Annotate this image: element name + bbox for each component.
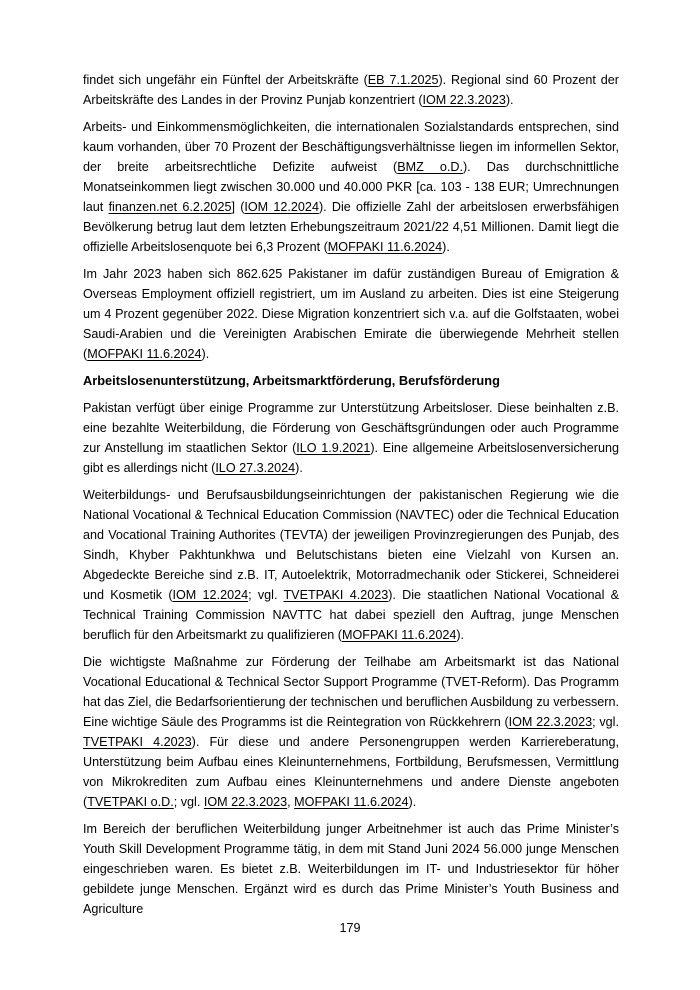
- citation-link[interactable]: MOFPAKI 11.6.2024: [342, 628, 457, 642]
- paragraph: [83, 652, 619, 812]
- text-run: ). Die staatlichen National Vocational & Technical Training Commission NAVTTC hat dabei speziell den Auftrag, junge Menschen beruflich für den Arbeitsmarkt zu qualifizieren (: [83, 588, 620, 642]
- citation-link[interactable]: MOFPAKI 11.6.2024: [87, 347, 202, 361]
- citation-link[interactable]: EB 7.1.2025: [367, 73, 439, 87]
- citation-link[interactable]: finanzen.net 6.2.2025: [108, 200, 232, 214]
- text-run: ; vgl.: [592, 715, 619, 729]
- text-run: ; vgl.: [248, 588, 284, 602]
- text-run: ; vgl.: [173, 795, 204, 809]
- citation-link[interactable]: TVETPAKI 4.2023: [83, 735, 192, 749]
- citation-link[interactable]: IOM 12.2024: [172, 588, 249, 602]
- text-run: ,: [287, 795, 295, 809]
- paragraph: [83, 117, 619, 257]
- section-heading: Arbeitslosenunterstützung, Arbeitsmarktförderung, Berufsförderung: [83, 373, 500, 388]
- text-run: Weiterbildungs- und Berufsausbildungseinrichtungen der pakistanischen Regierung wie die National Vocational & Technical Education Commission (NAVTEC) oder die Technical Education and Vocational Training Authorites (TEVTA) der jeweiligen Provinzregierungen des Punjab, des Sindh, Khyber Pakhtunkhwa und Belutschistans bieten eine Vielzahl von Kursen an. Abgedeckte Bereiche sind z.B. IT, Autoelektrik, Motorradmechanik oder Stickerei, Schneiderei und Kosmetik (: [83, 488, 619, 602]
- text-run: Die wichtigste Maßnahme zur Förderung der Teilhabe am Arbeitsmarkt ist das National Vocational Educational & Technical Sector Support Programme (TVET-Reform). Das Programm hat das Ziel, die Bedarfsorientierung der technischen und beruflichen Ausbildung zu verbessern. Eine wichtige Säule des Programms ist die Reintegration von Rückkehrern (: [83, 655, 619, 729]
- text-run: ).: [505, 93, 514, 107]
- text-run: ). Für diese und andere Personengruppen werden Karriereberatung, Unterstützung beim Aufbau eines Kleinunternehmens, Fortbildung, Berufsmessen, Vermittlung von Mikrokrediten zum Aufbau eines Kleinunternehmens und andere Dienste angeboten (: [83, 735, 620, 809]
- citation-link[interactable]: ILO 1.9.2021: [296, 441, 371, 455]
- text-run: ). Eine allgemeine Arbeitslosenversicherung gibt es allerdings nicht (: [83, 441, 619, 475]
- citation-link[interactable]: BMZ o.D.: [397, 160, 463, 174]
- citation-link[interactable]: TVETPAKI 4.2023: [283, 588, 389, 602]
- text-run: ).: [408, 795, 417, 809]
- text-run: ).: [456, 628, 465, 642]
- text-run: ).: [201, 347, 210, 361]
- text-run: Im Bereich der beruflichen Weiterbildung junger Arbeitnehmer ist auch das Prime Minister’s Youth Skill Development Programme tätig, in dem mit Stand Juni 2024 56.000 junge Menschen eingeschrieben waren. Es bietet z.B. Weiterbildungen im IT- und Industriesektor für höher gebildete junge Menschen. Ergänzt wird es durch das Prime Minister’s Youth Business and Agriculture: [83, 822, 619, 916]
- page-number: 179: [339, 921, 361, 935]
- text-run: Arbeits- und Einkommensmöglichkeiten, die internationalen Sozialstandards entsprechen, sind kaum vorhanden, über 70 Prozent der Beschäftigungsverhältnisse liegen im informellen Sektor, der breite arbeitsrechtliche Defizite aufweist (: [83, 120, 619, 174]
- document-content: [83, 70, 619, 926]
- citation-link[interactable]: MOFPAKI 11.6.2024: [294, 795, 409, 809]
- text-run: findet sich ungefähr ein Fünftel der Arbeitskräfte (: [83, 73, 368, 87]
- citation-link[interactable]: IOM 22.3.2023: [508, 715, 593, 729]
- paragraph: [83, 485, 619, 645]
- text-run: ).: [442, 240, 450, 254]
- text-run: Im Jahr 2023 haben sich 862.625 Pakistaner im dafür zuständigen Bureau of Emigration & Overseas Employment offiziell registriert, um im Ausland zu arbeiten. Dies ist eine Steigerung um 4 Prozent gegenüber 2022. Diese Migration konzentriert sich v.a. auf die Golfstaaten, wobei Saudi-Arabien und die Vereinigten Arabischen Emirate die überwiegende Mehrheit stellen (: [83, 267, 619, 361]
- citation-link[interactable]: IOM 22.3.2023: [422, 93, 506, 107]
- citation-link[interactable]: MOFPAKI 11.6.2024: [327, 240, 443, 254]
- text-run: ). Regional sind 60 Prozent der Arbeitskräfte des Landes in der Provinz Punjab konzentriert (: [83, 73, 619, 107]
- text-run: Pakistan verfügt über einige Programme zur Unterstützung Arbeitsloser. Diese beinhalten z.B. eine bezahlte Weiterbildung, die Förderung von Geschäftsgründungen oder auch Programme zur Anstellung im staatlichen Sektor (: [83, 401, 619, 455]
- citation-link[interactable]: IOM 22.3.2023: [203, 795, 288, 809]
- paragraph: [83, 819, 619, 919]
- text-run: ). Die offizielle Zahl der arbeitslosen erwerbsfähigen Bevölkerung betrug laut dem letzten Erhebungszeitraum 2021/22 4,51 Millionen. Damit liegt die offizielle Arbeitslosenquote bei 6,3 Prozent (: [83, 200, 619, 254]
- paragraph: [83, 70, 619, 110]
- text-run: ).: [295, 461, 303, 475]
- citation-link[interactable]: IOM 12.2024: [244, 200, 319, 214]
- paragraph: [83, 398, 619, 478]
- citation-link[interactable]: TVETPAKI o.D.: [87, 795, 174, 809]
- text-run: ). Das durchschnittliche Monatseinkommen liegt zwischen 30.000 und 40.000 PKR [ca. 103 - 138 EUR; Umrechnungen laut: [83, 160, 619, 214]
- paragraph: [83, 264, 619, 364]
- text-run: ] (: [231, 200, 245, 214]
- citation-link[interactable]: ILO 27.3.2024: [215, 461, 296, 475]
